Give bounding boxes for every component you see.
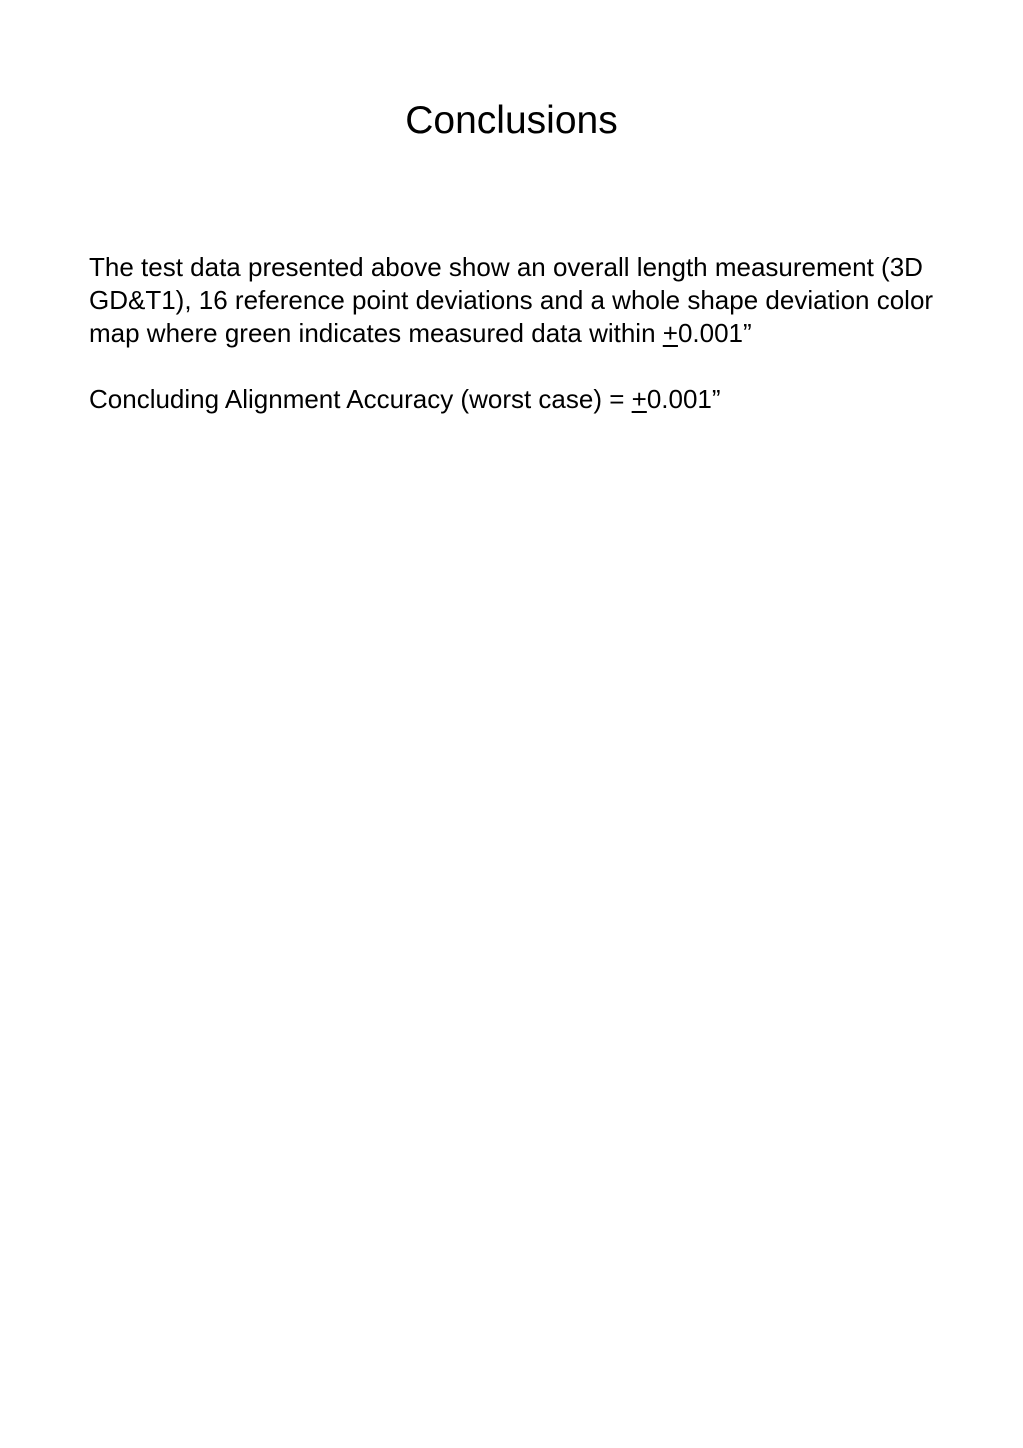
tolerance-value: 0.001”	[646, 384, 721, 414]
plus-minus-sign: +	[631, 384, 647, 414]
tolerance-value: 0.001”	[677, 318, 752, 348]
paragraph-text: Concluding Alignment Accuracy (worst case) =	[89, 384, 632, 414]
paragraph-text: The test data presented above show an overall length measurement (3D GD&T1), 16 reference point deviations and a whole shape deviation color map where green indicates measured data within	[89, 252, 934, 348]
paragraph-alignment-accuracy	[89, 383, 949, 416]
paragraph-test-data-summary	[89, 251, 949, 350]
body-text	[89, 251, 949, 416]
plus-minus-sign: +	[662, 318, 678, 348]
page-title: Conclusions	[405, 99, 618, 142]
